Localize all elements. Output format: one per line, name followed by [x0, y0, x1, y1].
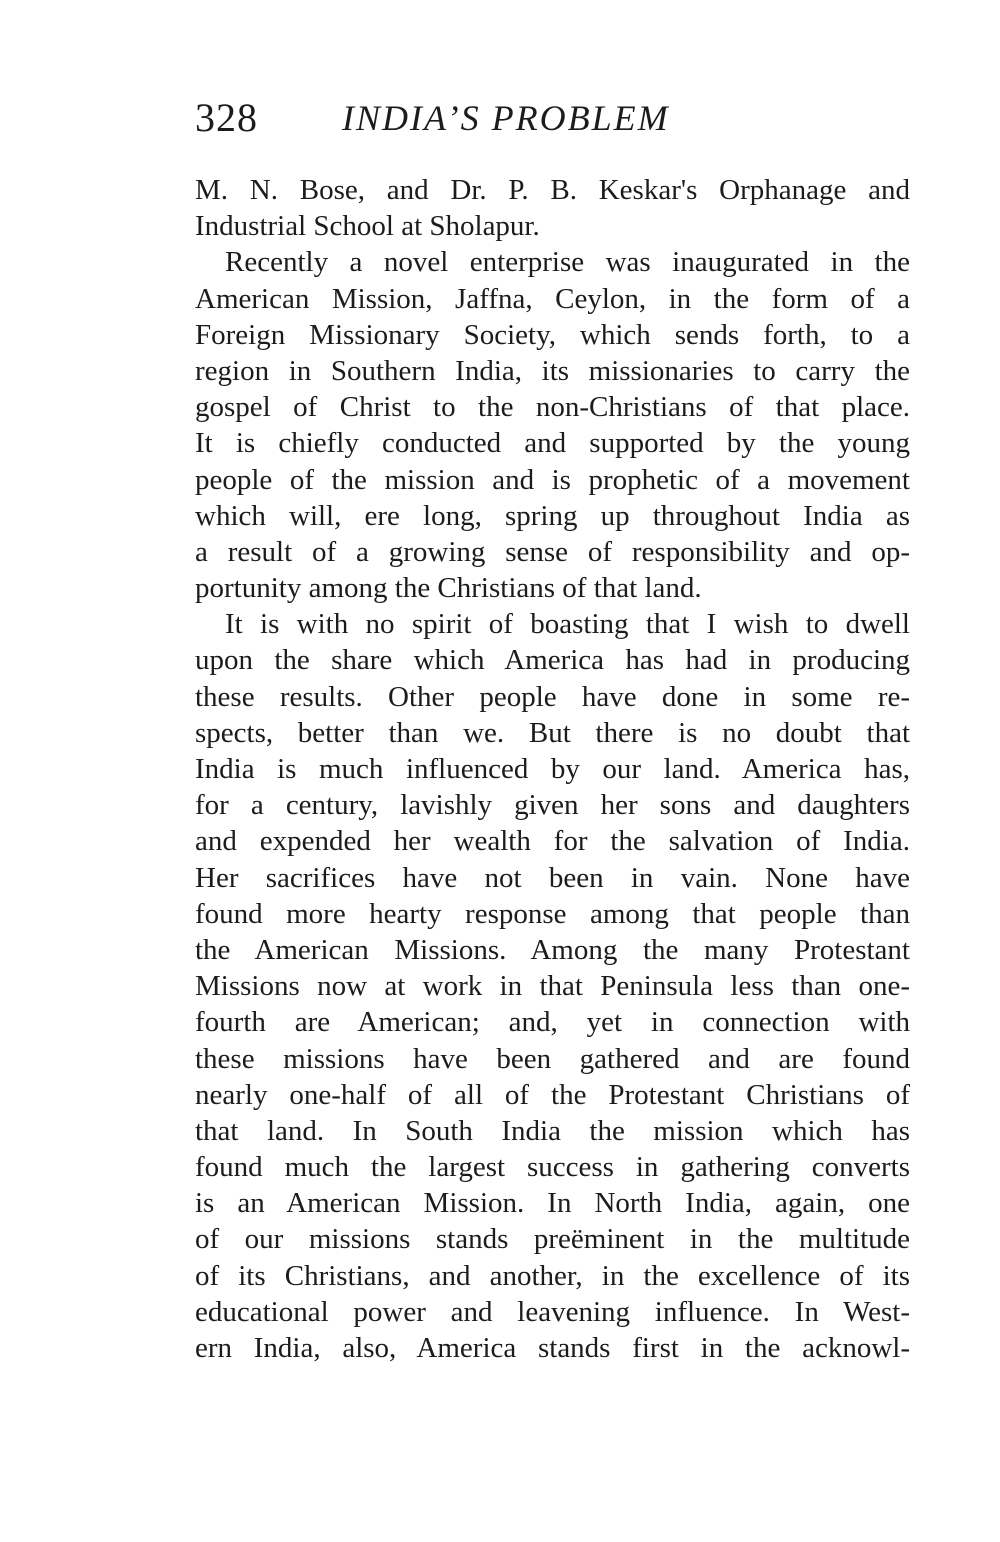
- paragraph-first-line: It is with no spirit of boasting that I wish to dwell: [225, 608, 910, 641]
- page-header: [195, 94, 915, 142]
- text-line: is an American Mission. In North India, again, one: [195, 1187, 910, 1220]
- text-line: for a century, lavishly given her sons and daughters: [195, 789, 910, 822]
- text-line: of its Christians, and another, in the excellence of its: [195, 1259, 910, 1292]
- running-title: INDIA’S PROBLEM: [342, 98, 670, 138]
- text-line: Missions now at work in that Peninsula less than one-: [195, 970, 910, 1003]
- text-line: nearly one-half of all of the Protestant Christians of: [195, 1078, 910, 1111]
- text-line: found much the largest success in gathering converts: [195, 1151, 910, 1184]
- text-line: educational power and leavening influence. In West-: [195, 1295, 910, 1328]
- text-line: American Mission, Jaffna, Ceylon, in the form of a: [195, 282, 910, 315]
- body-text: [195, 172, 910, 1366]
- text-line: fourth are American; and, yet in connection with: [195, 1006, 910, 1039]
- text-line: ern India, also, America stands first in the acknowl-: [195, 1332, 910, 1364]
- text-line: that land. In South India the mission which has: [195, 1114, 910, 1147]
- text-line: gospel of Christ to the non-Christians of that place.: [195, 391, 910, 424]
- text-line: found more hearty response among that people than: [195, 897, 910, 930]
- text-line: India is much influenced by our land. America has,: [195, 753, 910, 785]
- text-line: Her sacrifices have not been in vain. None have: [195, 861, 910, 894]
- text-line: M. N. Bose, and Dr. P. B. Keskar's Orphanage and: [195, 174, 910, 206]
- text-line: which will, ere long, spring up throughout India as: [195, 499, 910, 532]
- text-line: spects, better than we. But there is no doubt that: [195, 716, 910, 749]
- text-line: Foreign Missionary Society, which sends forth, to a: [195, 318, 910, 351]
- text-line: these missions have been gathered and are found: [195, 1042, 910, 1075]
- text-line: and expended her wealth for the salvation of India.: [195, 825, 910, 858]
- text-line: a result of a growing sense of responsibility and op-: [195, 535, 910, 568]
- text-line: portunity among the Christians of that land.: [195, 572, 702, 605]
- text-line: of our missions stands preëminent in the multitude: [195, 1223, 910, 1256]
- text-line: the American Missions. Among the many Protestant: [195, 933, 910, 966]
- text-line: Industrial School at Sholapur.: [195, 210, 540, 243]
- text-line: these results. Other people have done in some re-: [195, 680, 910, 713]
- paragraph-first-line: Recently a novel enterprise was inaugurated in the: [225, 246, 910, 279]
- text-line: region in Southern India, its missionaries to carry the: [195, 354, 910, 387]
- text-line: people of the mission and is prophetic of a movement: [195, 463, 910, 496]
- text-line: It is chiefly conducted and supported by the young: [195, 427, 910, 460]
- text-line: upon the share which America has had in producing: [195, 644, 910, 677]
- page-number: 328: [195, 95, 258, 140]
